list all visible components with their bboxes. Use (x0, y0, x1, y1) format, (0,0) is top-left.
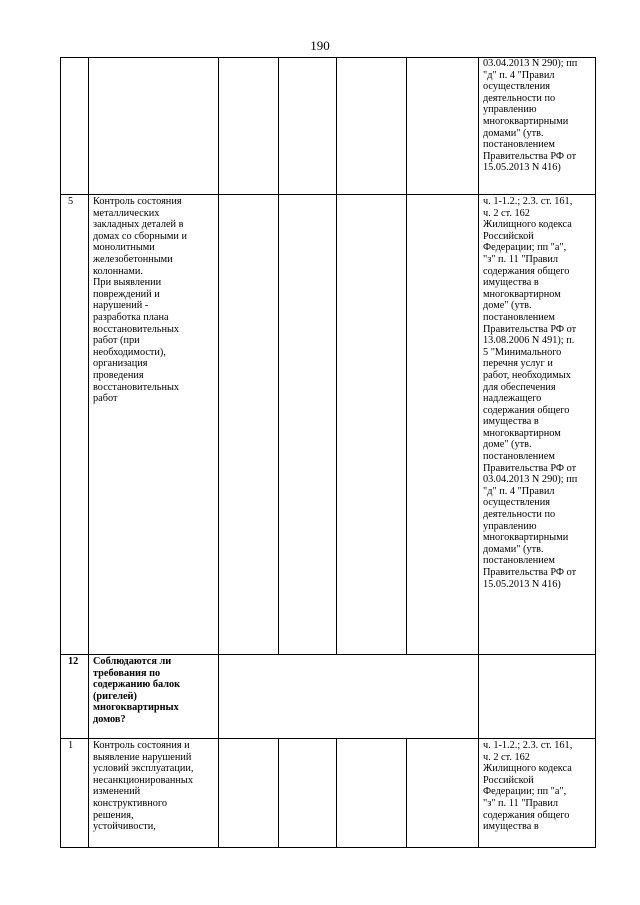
page-number: 190 (310, 38, 330, 53)
table-column-rule (406, 57, 407, 654)
table-column-rule (88, 57, 89, 848)
table-column-rule (278, 738, 279, 848)
requirement-description: Контроль состояния и выявление нарушений условий эксплуатации, несанкционированных изменений конструктивного решения, устойчивости, (93, 740, 194, 833)
requirement-description: Контроль состояния металлических закладных деталей в домах со сборными и монолитными железобетонными колоннами. При выявлении повреждений и нарушений - разработка плана восстановительных работ (при необходимости), организация проведения восстановительных работ (93, 196, 187, 405)
table-rule (60, 654, 596, 655)
section-question: Соблюдаются ли требования по содержанию балок (ригелей) многоквартирных домов? (93, 656, 181, 725)
table-column-rule (595, 57, 596, 848)
requirements-table (60, 57, 596, 848)
row-number: 1 (68, 740, 74, 751)
section-number: 12 (68, 656, 79, 667)
table-column-rule (478, 57, 479, 848)
legal-basis-cell: 03.04.2013 N 290); пп "д" п. 4 "Правил осуществления деятельности по управлению многоквартирными домами" (утв. постановлением Правительства РФ от 15.05.2013 N 416) (483, 58, 578, 174)
legal-basis-cell: ч. 1-1.2.; 2.3. ст. 161, ч. 2 ст. 162 Жилищного кодекса Российской Федерации; пп "а", "з" п. 11 "Правил содержания общего имущества в многоквартирном доме" (утв. постановлением Правительства РФ от 13.08.2006 N 491); п. 5 "Минимального перечня услуг и работ, необходимых для обеспечения надлежащего содержания общего имущества в многоквартирном доме" (утв. постановлением Правительства РФ от 03.04.2013 N 290); пп "д" п. 4 "Правил осуществления деятельности по управлению многоквартирными домами" (утв. постановлением Правительства РФ от 15.05.2013 N 416) (483, 196, 578, 590)
table-column-rule (60, 57, 61, 848)
table-column-rule (278, 57, 279, 654)
table-column-rule (336, 57, 337, 654)
table-column-rule (218, 57, 219, 848)
table-column-rule (336, 738, 337, 848)
table-rule (60, 847, 596, 848)
legal-basis-cell: ч. 1-1.2.; 2.3. ст. 161, ч. 2 ст. 162 Жилищного кодекса Российской Федерации; пп "а", "з" п. 11 "Правил содержания общего имущества в (483, 740, 573, 833)
table-rule (60, 738, 596, 739)
row-number: 5 (68, 196, 74, 207)
table-column-rule (406, 738, 407, 848)
table-rule (60, 194, 596, 195)
